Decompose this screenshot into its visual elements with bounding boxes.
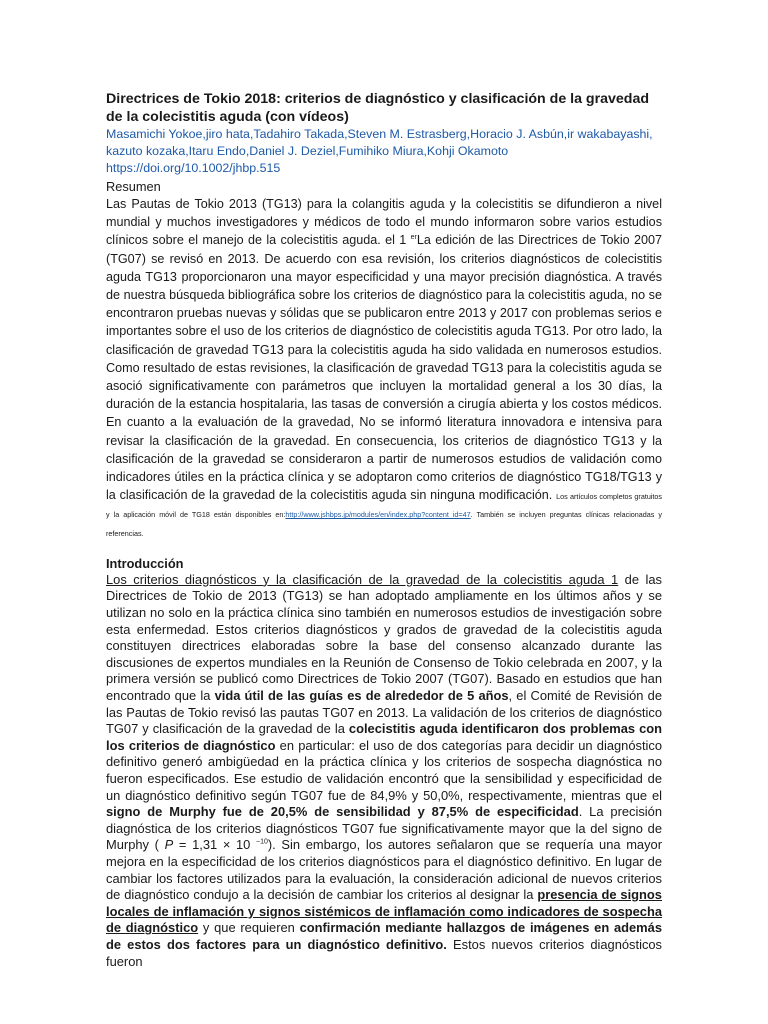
abstract-url-link[interactable]: http://www.jshbps.jp/modules/en/index.php?content_id=47 — [285, 510, 471, 520]
intro-bold-underlined: presencia de signos locales de inflamación y signos sistémicos de inflamación como indicadores de sospecha de diagnóstico — [106, 887, 662, 936]
intro-exponent: −10 — [256, 839, 268, 847]
author-list[interactable]: Masamichi Yokoe,jiro hata,Tadahiro Takada,Steven M. Estrasberg,Horacio J. Asbún,ir wakabayashi, kazuto kozaka,Itaru Endo,Daniel J. Deziel,Fumihiko Miura,Kohji Okamoto — [106, 127, 653, 158]
intro-text-8: Estos nuevos criterios diagnósticos fueron — [106, 936, 662, 969]
intro-underlined-1: Los criterios diagnósticos y la clasificación de la gravedad de la colecistitis aguda 1 — [106, 571, 619, 587]
abstract-superscript: er — [410, 234, 417, 242]
intro-bold-2: colecistitis aguda identificaron dos problemas con los criterios de diagnóstico — [106, 721, 663, 753]
intro-text-4: . La precisión diagnóstica de los criterios diagnósticos TG07 fue significativamente mayor que la del signo de Murphy ( — [106, 804, 662, 853]
article-title: Directrices de Tokio 2018: criterios de diagnóstico y clasificación de la gravedad de la colecistitis aguda (con vídeos) — [106, 91, 650, 125]
intro-text-1: de las Directrices de Tokio de 2013 (TG13) se han adoptado ampliamente en los últimos años y se utilizan no solo en la práctica clínica sino también en numerosos estudios de investigación sobre esta enfermedad. Estos criterios diagnósticos y grados de gravedad de la colecistitis aguda constituyen directrices elaboradas sobre la base del consenso alcanzado durante las discusiones de expertos mundiales en la Reunión de Consenso de Tokio celebrada en 2007, y la primera versión se publicó como Directrices de Tokio 2007 (TG07). Basado en estudios que han encontrado que la — [106, 571, 662, 704]
intro-heading: Introducción — [106, 555, 184, 571]
intro-text-5: = 1,31 × 10 — [173, 837, 257, 853]
intro-text-2: , el Comité de Revisión de las Pautas de Tokio revisó las pautas TG07 en 2013. La validación de los criterios de diagnóstico TG07 y clasificación de la gravedad de la — [106, 688, 662, 737]
abstract-paragraph — [106, 195, 662, 541]
intro-p-italic: P — [164, 837, 174, 853]
intro-bold-1: vida útil de las guías es de alrededor de 5 años — [214, 688, 509, 704]
intro-bold-3: signo de Murphy fue de 20,5% de sensibilidad y 87,5% de especificidad — [106, 804, 579, 820]
abstract-text-2: La edición de las Directrices de Tokio 2007 (TG07) se revisó en 2013. De acuerdo con esa revisión, los criterios diagnósticos de colecistitis aguda TG13 proporcionaron una mayor especificidad y una mayor precisión diagnóstica. A través de nuestra búsqueda bibliográfica sobre los criterios de diagnóstico para la colecistitis aguda, no se encontraron pruebas nuevas y sólidas que se publicaron entre 2013 y 2017 con problemas serios e importantes sobre el uso de los criterios de diagnóstico de colecistitis aguda TG13. Por otro lado, la clasificación de gravedad TG13 para la colecistitis aguda ha sido validada en numerosos estudios. Como resultado de estas revisiones, la clasificación de gravedad TG13 para la colecistitis aguda se asoció significativamente con parámetros que incluyen la mortalidad general a los 30 días, la duración de la estancia hospitalaria, las tasas de conversión a cirugía abierta y los costos médicos. En cuanto a la evaluación de la gravedad, No se informó literatura innovadora e intensiva para revisar la clasificación de la gravedad. En consecuencia, los criterios de diagnóstico TG13 y la clasificación de la gravedad se consideraron a partir de numerosos estudios de validación como indicadores útiles en la práctica clínica y se adoptaron como criterios de diagnóstico TG18/TG13 y la clasificación de la gravedad de la colecistitis aguda sin ninguna modificación. — [106, 233, 662, 503]
document-body — [106, 91, 662, 970]
intro-paragraph — [106, 572, 662, 970]
doi-link[interactable]: https://doi.org/10.1002/jhbp.515 — [106, 161, 281, 175]
intro-text-7: y que requieren — [198, 920, 300, 936]
abstract-heading: Resumen — [106, 179, 161, 194]
intro-text-3: en particular: el uso de dos categorías para decidir un diagnóstico definitivo generó ambigüedad en la práctica clínica y los criterios de sospecha diagnóstica no fueron especificados. Ese estudio de validación encontró que la sensibilidad y especificidad de un diagnóstico definitivo según TG07 fue de 84,9% y 50,0%, respectivamente, mientras que el — [106, 737, 662, 803]
intro-bold-4: confirmación mediante hallazgos de imágenes en además de estos dos factores para un diagnóstico definitivo. — [106, 920, 662, 952]
abstract-small-note: Los artículos completos gratuitos y la aplicación móvil de TG18 están disponibles en: — [106, 492, 662, 520]
intro-text-6: ). Sin embargo, los autores señalaron que se requería una mayor mejora en la especificidad de los criterios diagnósticos para el diagnóstico definitivo. En lugar de cambiar los factores utilizados para la evaluación, la consideración adicional de nuevos criterios de diagnóstico condujo a la decisión de cambiar los criterios al designar la — [106, 837, 663, 903]
abstract-text-1: Las Pautas de Tokio 2013 (TG13) para la colangitis aguda y la colecistitis se difundieron a nivel mundial y muchos investigadores y médicos de todo el mundo informaron sobre varios estudios clínicos sobre el manejo de la colecistitis aguda. el 1 — [106, 197, 662, 248]
abstract-small-note-end: . También se incluyen preguntas clínicas relacionadas y referencias. — [106, 510, 662, 538]
